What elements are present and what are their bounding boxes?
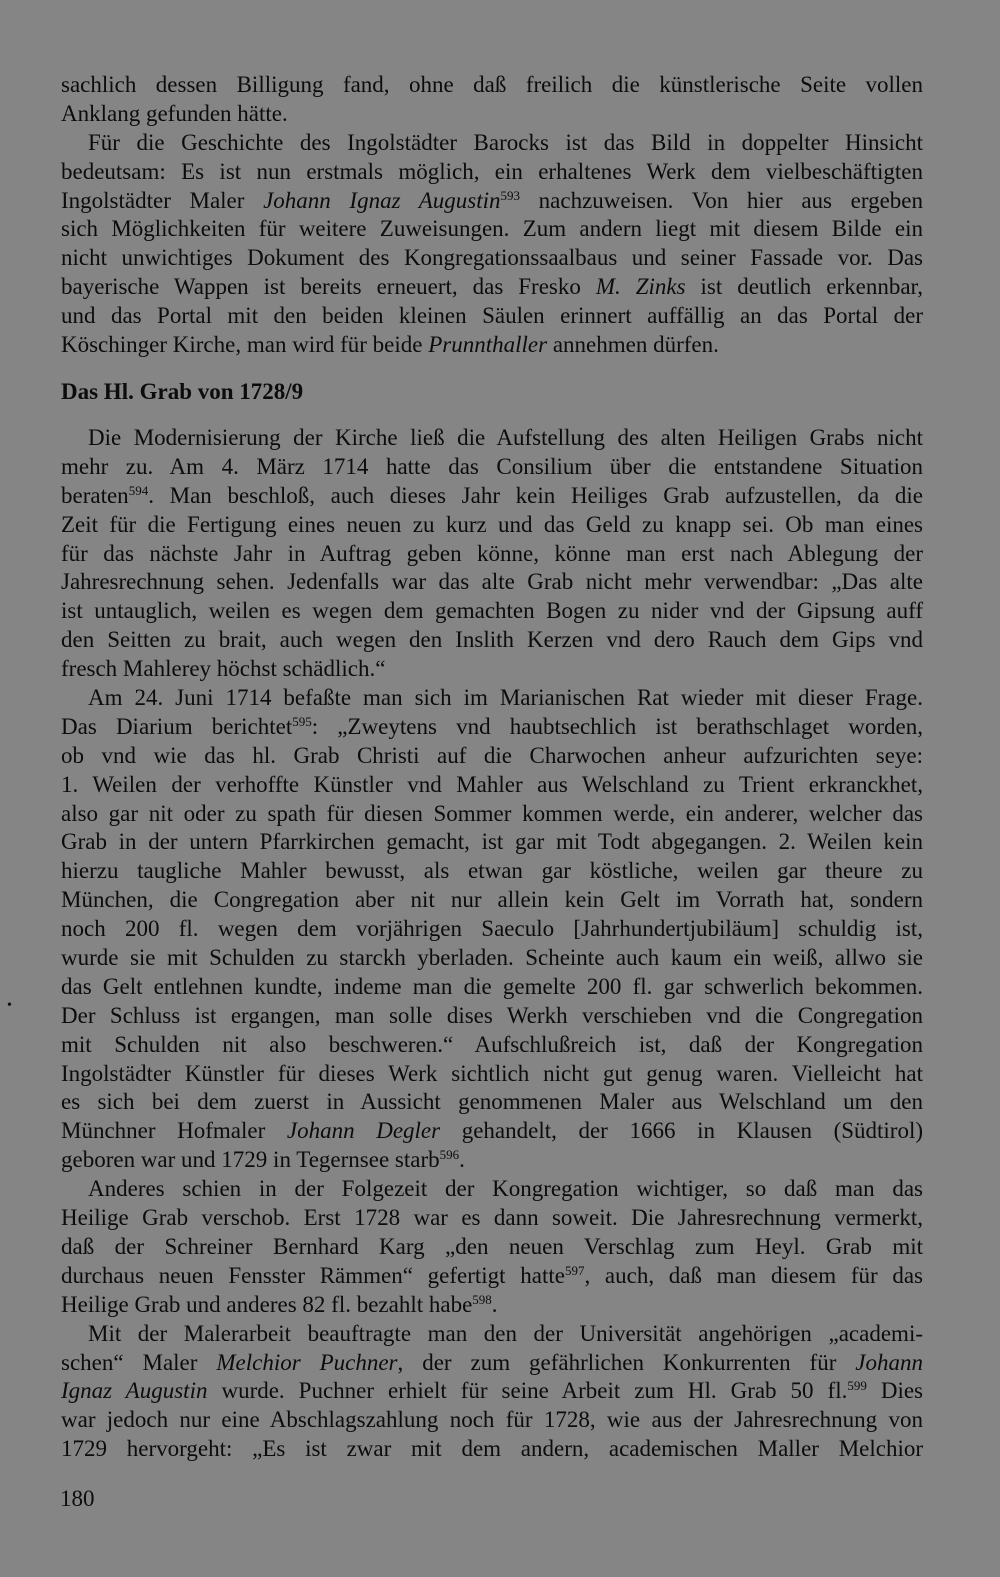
text-line — [61, 1291, 923, 1320]
text-run: annehmen dürfen. — [547, 332, 719, 358]
text-line — [61, 302, 923, 331]
text-run: Anklang gefunden hätte. — [61, 100, 288, 126]
text-run: nachzuweisen. Von hier aus ergeben — [520, 187, 923, 213]
text-line — [61, 453, 923, 482]
text-run: Heilige Grab und anderes 82 fl. bezahlt habe — [61, 1291, 473, 1317]
text-run: war jedoch nur eine Abschlagszahlung noch für 1728, wie aus der Jahresrechnung von — [61, 1407, 923, 1433]
text-run: geboren war und 1729 in Tegernsee starb — [61, 1147, 440, 1173]
text-line — [61, 800, 923, 829]
footnote-ref: 599 — [847, 1378, 867, 1394]
text-line — [61, 1060, 923, 1089]
italic-name: Ignaz Augustin — [61, 1378, 208, 1404]
text-run: sachlich dessen Billigung fand, ohne daß freilich die künstlerische Seite vollen — [61, 72, 923, 97]
text-line — [61, 482, 923, 511]
text-run: für das nächste Jahr in Auftrag geben könne, könne man erst nach Ablegung der — [61, 540, 923, 566]
text-line — [61, 129, 923, 158]
text-run: fresch Mahlerey höchst schädlich.“ — [61, 656, 386, 682]
text-run: ist untauglich, weilen es wegen dem gemachten Bogen zu nider vnd der Gipsung auff — [61, 598, 923, 624]
text-line — [61, 742, 923, 771]
text-line — [61, 1204, 923, 1233]
footnote-ref: 593 — [500, 187, 521, 203]
text-run: und das Portal mit den beiden kleinen Säulen erinnert auffällig an das Portal der — [61, 303, 923, 329]
text-line — [61, 857, 923, 886]
text-run: ob vnd wie das hl. Grab Christi auf die Charwochen anheur aufzurichten seye: — [61, 742, 923, 768]
text-line — [61, 1175, 923, 1204]
text-run: gehandelt, der 1666 in Klausen (Südtirol) — [440, 1118, 924, 1144]
text-run: Die Modernisierung der Kirche ließ die Aufstellung des alten Heiligen Grabs nicht — [88, 425, 923, 450]
text-run: Ingolstädter Künstler für dieses Werk sichtlich nicht gut genug waren. Vielleicht hat — [61, 1060, 923, 1086]
text-run: . — [491, 1291, 498, 1317]
italic-name: Johann — [855, 1349, 923, 1375]
page-number: 180 — [60, 1486, 95, 1511]
text-run: Münchner Hofmaler — [61, 1118, 287, 1144]
text-line — [61, 915, 923, 944]
text-line — [61, 215, 923, 244]
italic-name: Prunnthaller — [428, 332, 548, 358]
text-run: wurde. Puchner erhielt für seine Arbeit zum Hl. Grab 50 fl. — [207, 1378, 848, 1404]
text-run: : „Zweytens vnd haubtsechlich ist berathschlaget worden, — [311, 713, 923, 739]
text-line — [61, 684, 923, 713]
text-run: sich Möglichkeiten für weitere Zuweisungen. Zum andern liegt mit diesem Bilde ein — [61, 216, 923, 242]
text-run: Köschinger Kirche, man wird für beide — [61, 332, 429, 358]
text-run: . — [459, 1147, 465, 1173]
text-run: wurde sie mit Schulden zu starckh yberladen. Scheinte auch kaum ein weiß, allwo sie — [61, 945, 923, 971]
text-run: Der Schluss ist ergangen, man solle dises Werkh verschieben vnd die Congregation — [61, 1002, 923, 1028]
text-run: es sich bei dem zuerst in Aussicht genommenen Maler aus Welschland um den — [61, 1089, 923, 1115]
margin-bullet-mark: • — [7, 998, 12, 1013]
text-line — [61, 568, 923, 597]
footnote-ref: 596 — [439, 1147, 460, 1163]
text-run: bedeutsam: Es ist nun erstmals möglich, ein erhaltenes Werk dem vielbeschäftigten — [61, 158, 923, 184]
text-line — [61, 1262, 923, 1291]
text-run: 1. Weilen der verhoffte Künstler vnd Mahler aus Welschland zu Trient erkranckhet, — [61, 771, 923, 797]
text-line — [61, 71, 923, 100]
text-run: 1729 hervorgeht: „Es ist zwar mit dem andern, academischen Maller Melchior — [61, 1436, 923, 1462]
text-run: . Man beschloß, auch dieses Jahr kein Heiliges Grab aufzustellen, da die — [148, 482, 923, 508]
text-run: München, die Congregation aber nit nur allein kein Gelt im Vorrath hat, sondern — [61, 887, 923, 913]
text-line — [61, 424, 923, 453]
text-line — [61, 973, 923, 1002]
text-run: durchaus neuen Fensster Rämmen“ gefertigt hatte — [61, 1262, 565, 1288]
text-line — [61, 1435, 923, 1464]
text-run: Mit der Malerarbeit beauftragte man den der Universität angehörigen „academi- — [88, 1320, 923, 1346]
text-run: Anderes schien in der Folgezeit der Kongregation wichtiger, so daß man das — [88, 1176, 923, 1202]
text-run: , auch, daß man diesem für das — [584, 1262, 923, 1288]
italic-name: M. Zinks — [595, 274, 686, 300]
text-run: Jahresrechnung sehen. Jedenfalls war das alte Grab nicht mehr verwendbar: „Das alte — [61, 569, 923, 595]
italic-name: Johann Degler — [286, 1118, 441, 1144]
text-line — [61, 713, 923, 742]
text-run: ist deutlich erkennbar, — [685, 274, 924, 300]
footnote-ref: 598 — [472, 1291, 492, 1307]
text-line — [61, 1320, 923, 1349]
italic-name: Melchior Puchner — [216, 1349, 398, 1375]
text-run: das Gelt entlehnen kundte, indeme man die gemelte 200 fl. gar schwerlich bekommen. — [61, 973, 923, 999]
text-run: Das Diarium berichtet — [61, 713, 293, 739]
text-line — [61, 1117, 923, 1146]
text-run: Heilige Grab verschob. Erst 1728 war es dann soweit. Die Jahresrechnung vermerkt, — [61, 1205, 923, 1231]
text-line — [61, 1088, 923, 1117]
text-run: daß der Schreiner Bernhard Karg „den neuen Verschlag zum Heyl. Grab mit — [61, 1233, 923, 1259]
text-line — [61, 771, 923, 800]
text-line — [61, 1377, 923, 1406]
text-line — [61, 1002, 923, 1031]
section-1-text — [61, 71, 923, 360]
section-2-text — [61, 424, 923, 1464]
text-line — [61, 273, 923, 302]
text-run: noch 200 fl. wegen dem vorjährigen Saeculo [Jahrhundertjubiläum] schuldig ist, — [61, 916, 923, 942]
text-line — [61, 244, 923, 273]
text-run: mehr zu. Am 4. März 1714 hatte das Consilium über die entstandene Situation — [61, 453, 923, 479]
text-run: mit Schulden nit also beschweren.“ Aufschlußreich ist, daß der Kongregation — [61, 1031, 923, 1057]
text-line — [61, 1146, 923, 1175]
text-line — [61, 828, 923, 857]
text-run: nicht unwichtiges Dokument des Kongregationssaalbaus und seiner Fassade vor. Das — [61, 245, 923, 271]
text-run: Grab in der untern Pfarrkirchen gemacht, ist gar mit Todt abgegangen. 2. Weilen kein — [61, 829, 923, 855]
text-line — [61, 626, 923, 655]
text-line — [61, 1406, 923, 1435]
text-run: schen“ Maler — [61, 1349, 217, 1375]
text-run: Für die Geschichte des Ingolstädter Barocks ist das Bild in doppelter Hinsicht — [88, 129, 923, 155]
text-line — [61, 540, 923, 569]
text-line — [61, 1233, 923, 1262]
text-line — [61, 597, 923, 626]
footnote-ref: 597 — [564, 1262, 585, 1278]
text-line — [61, 655, 923, 684]
text-line — [61, 944, 923, 973]
text-line — [61, 331, 923, 360]
text-run: Ingolstädter Maler — [61, 187, 264, 213]
text-run: bayerische Wappen ist bereits erneuert, das Fresko — [61, 274, 596, 300]
text-run: Am 24. Juni 1714 befaßte man sich im Marianischen Rat wieder mit dieser Frage. — [88, 685, 923, 711]
text-run: beraten — [61, 482, 129, 508]
text-line — [61, 100, 923, 129]
section-heading: Das Hl. Grab von 1728/9 — [61, 379, 304, 404]
text-run: , der zum gefährlichen Konkurrenten für — [397, 1349, 856, 1375]
text-run: Dies — [866, 1378, 923, 1404]
text-line — [61, 886, 923, 915]
footnote-ref: 595 — [292, 713, 312, 729]
text-line — [61, 158, 923, 187]
text-run: hierzu taugliche Mahler bewusst, als etwan gar köstliche, weilen gar theure zu — [61, 858, 923, 884]
text-run: also gar nit oder zu spath für diesen Sommer kommen werde, ein anderer, welcher das — [61, 800, 923, 826]
text-line — [61, 1031, 923, 1060]
text-line — [61, 1349, 923, 1378]
text-line — [61, 187, 923, 216]
text-run: den Seitten zu brait, auch wegen den Inslith Kerzen vnd dero Rauch dem Gips vnd — [61, 627, 923, 653]
italic-name: Johann Ignaz Augustin — [263, 187, 501, 213]
text-line — [61, 511, 923, 540]
footnote-ref: 594 — [128, 482, 149, 498]
text-run: Zeit für die Fertigung eines neuen zu kurz und das Geld zu knapp sei. Ob man eines — [61, 511, 923, 537]
